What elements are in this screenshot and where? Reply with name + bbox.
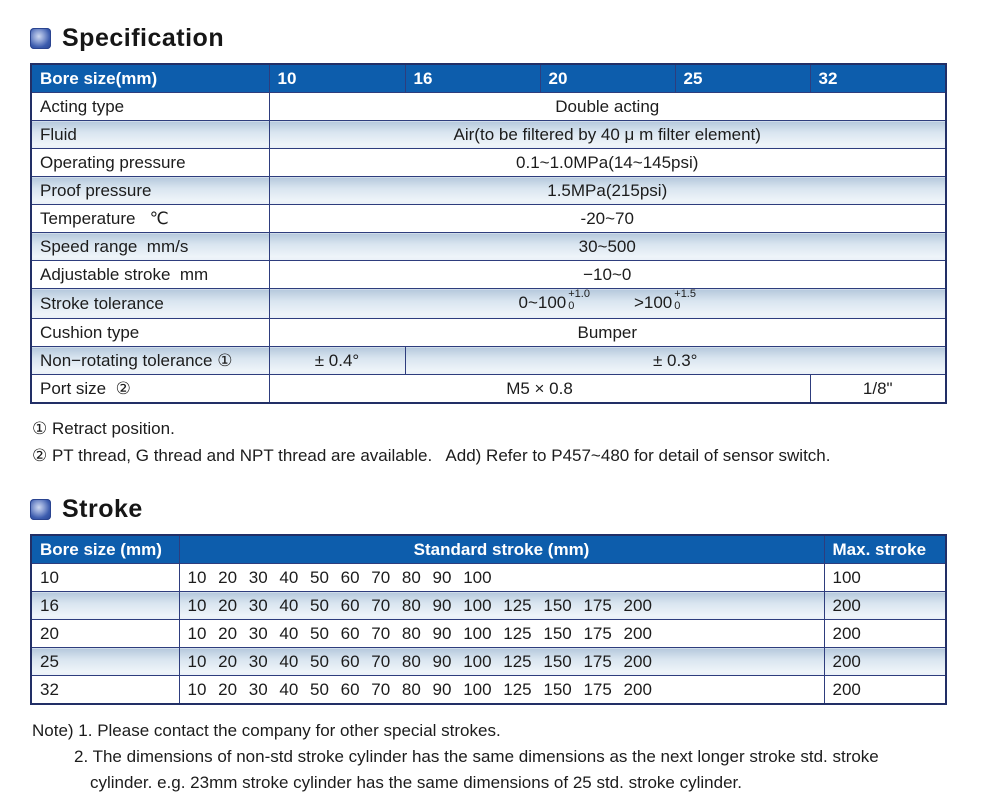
stroke-header-max-stroke: Max. stroke [824, 535, 946, 564]
max-stroke-cell: 200 [824, 620, 946, 648]
stroke-header-bore-size: Bore size (mm) [31, 535, 179, 564]
tolerance-right-base: >100 [633, 293, 673, 313]
row-value-bore10: ± 0.4° [269, 347, 405, 375]
blue-square-bullet-icon [30, 28, 51, 49]
max-stroke-cell: 100 [824, 564, 946, 592]
row-value: −10~0 [269, 261, 946, 289]
row-label: Adjustable stroke mm [31, 261, 269, 289]
row-label: Fluid [31, 121, 269, 149]
stroke-header-standard-stroke: Standard stroke (mm) [179, 535, 824, 564]
specification-title: Specification [62, 24, 225, 52]
spec-row-non-rotating-tolerance [31, 347, 946, 375]
row-label: Speed range mm/s [31, 233, 269, 261]
stroke-row-bore-16 [31, 592, 946, 620]
strokes-cell: 10 20 30 40 50 60 70 80 90 100 125 150 175 200 [179, 648, 824, 676]
spec-row-temperature [31, 205, 946, 233]
spec-row-adjustable-stroke [31, 261, 946, 289]
stroke-header-row [31, 535, 946, 564]
row-label: Proof pressure [31, 177, 269, 205]
note-line-3: cylinder. e.g. 23mm stroke cylinder has the same dimensions of 25 std. stroke cylinder. [90, 773, 742, 793]
spec-header-bore-32: 32 [810, 64, 946, 93]
strokes-cell: 10 20 30 40 50 60 70 80 90 100 125 150 175 200 [179, 592, 824, 620]
row-value: Bumper [269, 319, 946, 347]
tolerance-right-sup: +1.5 [674, 288, 696, 300]
row-value-main: M5 × 0.8 [269, 375, 810, 404]
spec-header-bore-size: Bore size(mm) [31, 64, 269, 93]
spec-row-fluid [31, 121, 946, 149]
max-stroke-cell: 200 [824, 592, 946, 620]
row-value-rest: ± 0.3° [405, 347, 946, 375]
row-value: -20~70 [269, 205, 946, 233]
stroke-row-bore-32 [31, 676, 946, 705]
spec-row-operating-pressure [31, 149, 946, 177]
spec-row-proof-pressure [31, 177, 946, 205]
stroke-notes [32, 718, 976, 796]
max-stroke-cell: 200 [824, 648, 946, 676]
stroke-section-header [30, 495, 976, 524]
tolerance-left-sup: +1.0 [568, 288, 590, 300]
row-label: Port size ② [31, 375, 269, 404]
footnote-2: ② PT thread, G thread and NPT thread are available. Add) Refer to P457~480 for detail of sensor switch. [32, 446, 831, 466]
row-label: Operating pressure [31, 149, 269, 177]
spec-header-row [31, 64, 946, 93]
row-value-bore32: 1/8" [810, 375, 946, 404]
bore-cell: 16 [31, 592, 179, 620]
bore-cell: 32 [31, 676, 179, 705]
spec-header-bore-16: 16 [405, 64, 540, 93]
tolerance-right-sub: 0 [674, 299, 681, 312]
tolerance-left-base: 0~100 [518, 293, 567, 313]
note-line-2: 2. The dimensions of non-std stroke cylinder has the same dimensions as the next longer stroke std. stroke [74, 747, 879, 767]
spec-row-acting-type [31, 93, 946, 121]
bore-cell: 25 [31, 648, 179, 676]
row-value: 1.5MPa(215psi) [269, 177, 946, 205]
row-value-stroke-tolerance [269, 289, 946, 319]
row-label: Temperature ℃ [31, 205, 269, 233]
stroke-row-bore-20 [31, 620, 946, 648]
spec-header-bore-25: 25 [675, 64, 810, 93]
row-label: Acting type [31, 93, 269, 121]
max-stroke-cell: 200 [824, 676, 946, 705]
strokes-cell: 10 20 30 40 50 60 70 80 90 100 [179, 564, 824, 592]
row-label: Cushion type [31, 319, 269, 347]
row-value: Double acting [269, 93, 946, 121]
tolerance-left-sub: 0 [568, 299, 575, 312]
stroke-table [30, 534, 947, 705]
specification-table [30, 63, 947, 404]
specification-section-header [30, 24, 976, 53]
spec-header-bore-20: 20 [540, 64, 675, 93]
stroke-row-bore-25 [31, 648, 946, 676]
strokes-cell: 10 20 30 40 50 60 70 80 90 100 125 150 175 200 [179, 676, 824, 705]
note-line-1: Note) 1. Please contact the company for other special strokes. [32, 721, 501, 741]
row-value: 30~500 [269, 233, 946, 261]
row-value: Air(to be filtered by 40 μ m filter element) [269, 121, 946, 149]
stroke-title: Stroke [62, 495, 143, 524]
bore-cell: 20 [31, 620, 179, 648]
blue-square-bullet-icon [30, 499, 51, 520]
footnote-1: ① Retract position. [32, 419, 175, 439]
spec-row-cushion-type [31, 319, 946, 347]
spec-footnotes [32, 415, 976, 469]
bore-cell: 10 [31, 564, 179, 592]
spec-row-port-size [31, 375, 946, 404]
row-label: Stroke tolerance [31, 289, 269, 319]
spec-row-speed-range [31, 233, 946, 261]
stroke-row-bore-10 [31, 564, 946, 592]
spec-row-stroke-tolerance [31, 289, 946, 319]
spec-header-bore-10: 10 [269, 64, 405, 93]
row-label: Non−rotating tolerance ① [31, 347, 269, 375]
row-value: 0.1~1.0MPa(14~145psi) [269, 149, 946, 177]
strokes-cell: 10 20 30 40 50 60 70 80 90 100 125 150 175 200 [179, 620, 824, 648]
